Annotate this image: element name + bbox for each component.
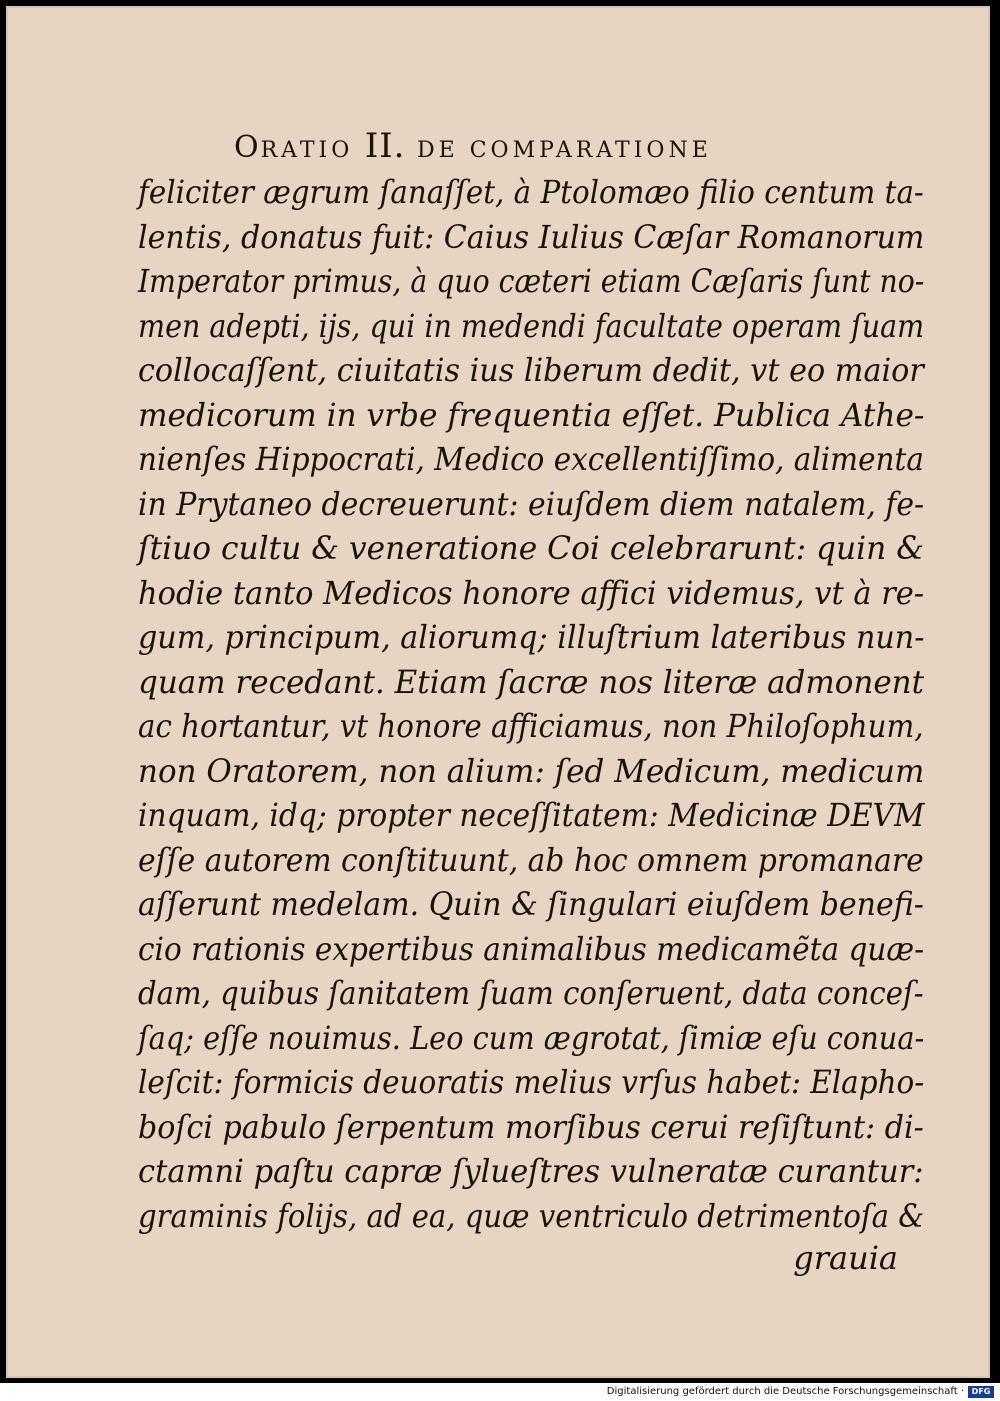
text-line: hodie tanto Medicos honore affici videmus, vt à re- — [138, 573, 925, 612]
heading-rest: DE COMPARATIONE — [417, 138, 712, 163]
catchword: grauia — [793, 1239, 898, 1277]
text-line: in Prytaneo decreuerunt: eiuſdem diem natalem, fe- — [138, 484, 925, 523]
footer-credit: Digitalisierung gefördert durch die Deutsche Forschungsgemeinschaft · — [606, 1386, 964, 1397]
text-line: cio rationis expertibus animalibus medicamẽta quæ- — [138, 929, 925, 968]
text-line: graminis folijs, ad ea, quæ ventriculo detrimentoſa & — [138, 1196, 925, 1235]
text-line: Imperator primus, à quo cæteri etiam Cæſaris ſunt no- — [138, 262, 925, 300]
text-line: collocaſſent, ciuitatis ius liberum dedit, vt eo maior — [138, 351, 924, 389]
text-line: feliciter ægrum ſanaſſet, à Ptolomæo filio centum ta- — [138, 173, 924, 211]
heading-word-rest: RATIO — [260, 138, 354, 163]
text-line: ſtiuo cultu & veneratione Coi celebrarunt: quin & — [138, 529, 925, 567]
text-line: lentis, donatus fuit: Caius Iulius Cæſar Romanorum — [138, 217, 925, 256]
text-line: ſaq; eſſe nouimus. Leo cum ægrotat, ſimiæ eſu conua- — [138, 1018, 925, 1057]
text-line: boſci pabulo ſerpentum morſibus cerui reſiſtunt: di- — [138, 1107, 924, 1146]
text-line: nienſes Hippocrati, Medico excellentiſſimo, alimenta — [138, 440, 924, 478]
text-line: leſcit: formicis deuoratis melius vrſus habet: Elapho- — [138, 1063, 925, 1101]
dfg-logo: DFG — [968, 1386, 994, 1398]
text-line: medicorum in vrbe frequentia eſſet. Publica Athe- — [138, 395, 925, 434]
page-heading — [234, 126, 712, 166]
text-line: inquam, idq; propter neceſſitatem: Medicinæ DEVM — [138, 796, 925, 834]
text-line: ac hortantur, vt honore afficiamus, non Philoſophum, — [138, 707, 924, 745]
heading-initial: O — [234, 130, 261, 165]
text-line: gum, principum, aliorumq; illuſtrium lateribus nun- — [138, 618, 925, 656]
text-line: quam recedant. Etiam ſacræ nos literæ admonent — [138, 662, 925, 701]
text-line: eſſe autorem conſtituunt, ab hoc omnem promanare — [138, 840, 924, 879]
text-line: ctamni paſtu capræ ſylueſtres vulneratæ curantur: — [138, 1152, 924, 1190]
book-page — [6, 6, 990, 1378]
text-line: aſſerunt medelam. Quin & ſingulari eiuſdem benefi- — [138, 885, 924, 923]
text-line: dam, quibus ſanitatem ſuam conſeruent, data conceſ- — [138, 974, 924, 1012]
text-line: non Oratorem, non alium: ſed Medicum, medicum — [138, 751, 925, 790]
heading-numeral: II. — [364, 126, 406, 166]
text-line: men adepti, ijs, qui in medendi facultate operam ſuam — [138, 306, 925, 345]
